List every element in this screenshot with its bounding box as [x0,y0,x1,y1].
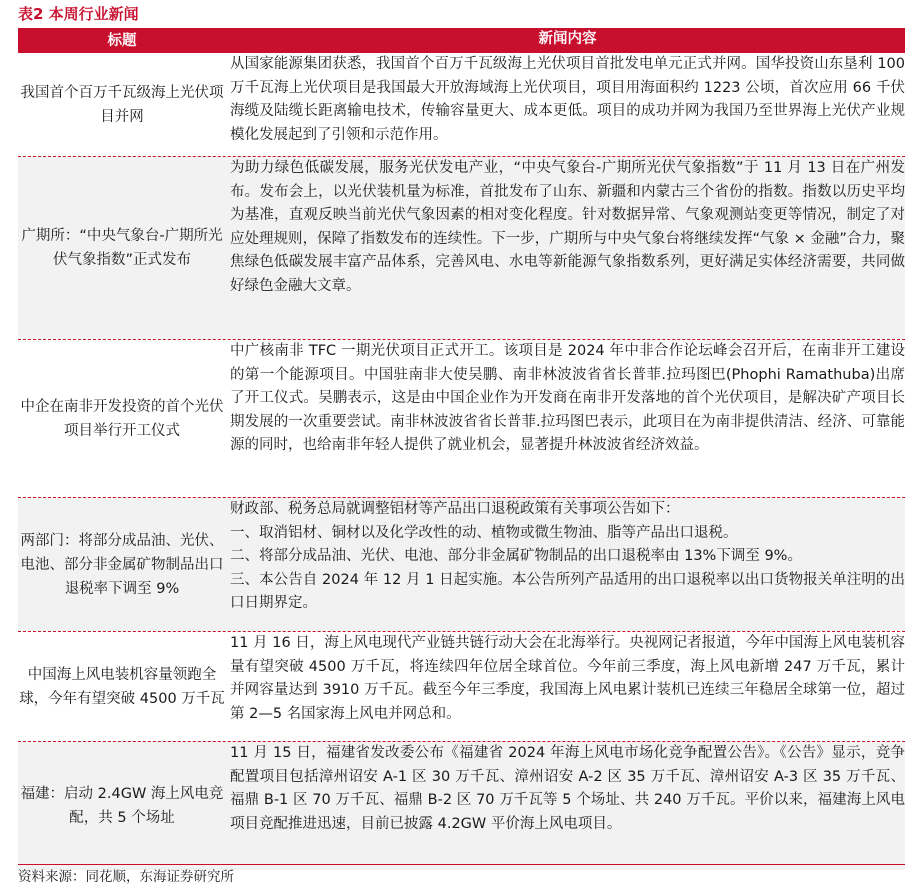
table-row [18,497,905,631]
news-title: 我国首个百万千瓦级海上光伏项目并网 [20,84,224,125]
header-title: 标题 [107,32,137,49]
content-line: 二、将部分成品油、光伏、电池、部分非金属矿物制品的出口退税率由 13%下调至 9%。 [230,548,802,565]
table-row [18,156,905,339]
news-content: 11 月 16 日，海上风电现代产业链共链行动大会在北海举行。央视网记者报道，今年中国海上风电装机容量有望突破 4500 万千瓦，将连续四年位居全球首位。今年前三季度，海上风电新增 247 万千瓦，累计并网容量达到 3910 万千瓦。截至今年三季度，我国海上风电累计装机已连续三年稳居全球第一位，超过第 2—5 名国家海上风电并网总和。 [230,635,905,722]
table-row [18,339,905,497]
news-content: 11 月 15 日，福建省发改委公布《福建省 2024 年海上风电市场化竞争配置公告》。《公告》显示，竞争配置项目包括漳州诏安 A-1 区 30 万千瓦、漳州诏安 A-2 区 35 万千瓦、漳州诏安 A-3 区 35 万千瓦、福鼎 B-1 区 70 万千瓦、福鼎 B-2 区 70 万千瓦等 5 个场址、共 240 万千瓦。平价以来，福建海上风电项目竞配推进迅速，目前已披露 4.2GW 平价海上风电项目。 [230,745,905,832]
content-line: 一、取消铝材、铜材以及化学改性的动、植物或微生物油、脂等产品出口退税。 [230,524,738,541]
news-title: 广期所：“中央气象台-广期所光伏气象指数”正式发布 [21,228,223,268]
news-content: 从国家能源集团获悉，我国首个百万千瓦级海上光伏项目首批发电单元正式并网。国华投资山东垦利 100 万千瓦海上光伏项目是我国最大开放海域海上光伏项目，项目用海面积约 1223 公顷，首次应用 66 千伏海缆及陆缆长距离输电技术，传输容量更大、成本更低。项目的成功并网为我国乃至世界海上光伏产业规模化发展起到了引领和示范作用。 [230,56,905,143]
content-line: 财政部、税务总局就调整铝材等产品出口退税政策有关事项公告如下： [230,501,680,517]
news-title: 中企在南非开发投资的首个光伏项目举行开工仪式 [20,398,224,439]
news-content: 中广核南非 TFC 一期光伏项目正式开工。该项目是 2024 年中非合作论坛峰会召开后，在南非开工建设的第一个能源项目。中国驻南非大使吴鹏、南非林波波省省长普菲.拉玛图巴(Phophi Ramathuba)出席了开工仪式。吴鹏表示，这是由中国企业作为开发商在南非开发落地的首个光伏项目，是解决矿产项目长期发展的一次重要尝试。南非林波波省省长普菲.拉玛图巴表示，此项目在为南非提供清洁、经济、可靠能源的同时，也给南非年轻人提供了就业机会，显著提升林波波省经济效益。 [230,343,905,454]
table-row [18,741,905,870]
table-caption: 表2 本周行业新闻 [18,5,139,23]
content-line: 三、本公告自 2024 年 12 月 1 日起实施。本公告所列产品适用的出口退税率以出口货物报关单注明的出口日期界定。 [230,571,905,612]
news-title: 中国海上风电装机容量领跑全球，今年有望突破 4500 万千瓦 [19,666,225,707]
source-note: 资料来源：同花顺，东海证券研究所 [18,864,905,887]
table-header [18,28,905,53]
news-content: 为助力绿色低碳发展，服务光伏发电产业，“中央气象台-广期所光伏气象指数”于 11 月 13 日在广州发布。发布会上，以光伏装机量为标准，首批发布了山东、新疆和内蒙古三个省份的指数。指数以历史平均为基准，直观反映当前光伏气象因素的相对变化程度。针对数据异常、气象观测站变更等情况，制定了对应处理规则，保障了指数发布的连续性。下一步，广期所与中央气象台将继续发挥“气象 × 金融”合力，聚焦绿色低碳发展丰富产品体系，完善风电、水电等新能源气象指数系列，更好满足实体经济需要，共同做好绿色金融大文章。 [230,160,905,294]
table-row [18,631,905,741]
news-content [226,498,905,631]
news-title: 福建：启动 2.4GW 海上风电竞配，共 5 个场址 [20,786,224,826]
news-title: 两部门：将部分成品油、光伏、电池、部分非金属矿物制品出口退税率下调至 9% [20,532,224,597]
news-table [18,28,905,870]
header-content: 新闻内容 [538,31,597,47]
table-row [18,53,905,156]
